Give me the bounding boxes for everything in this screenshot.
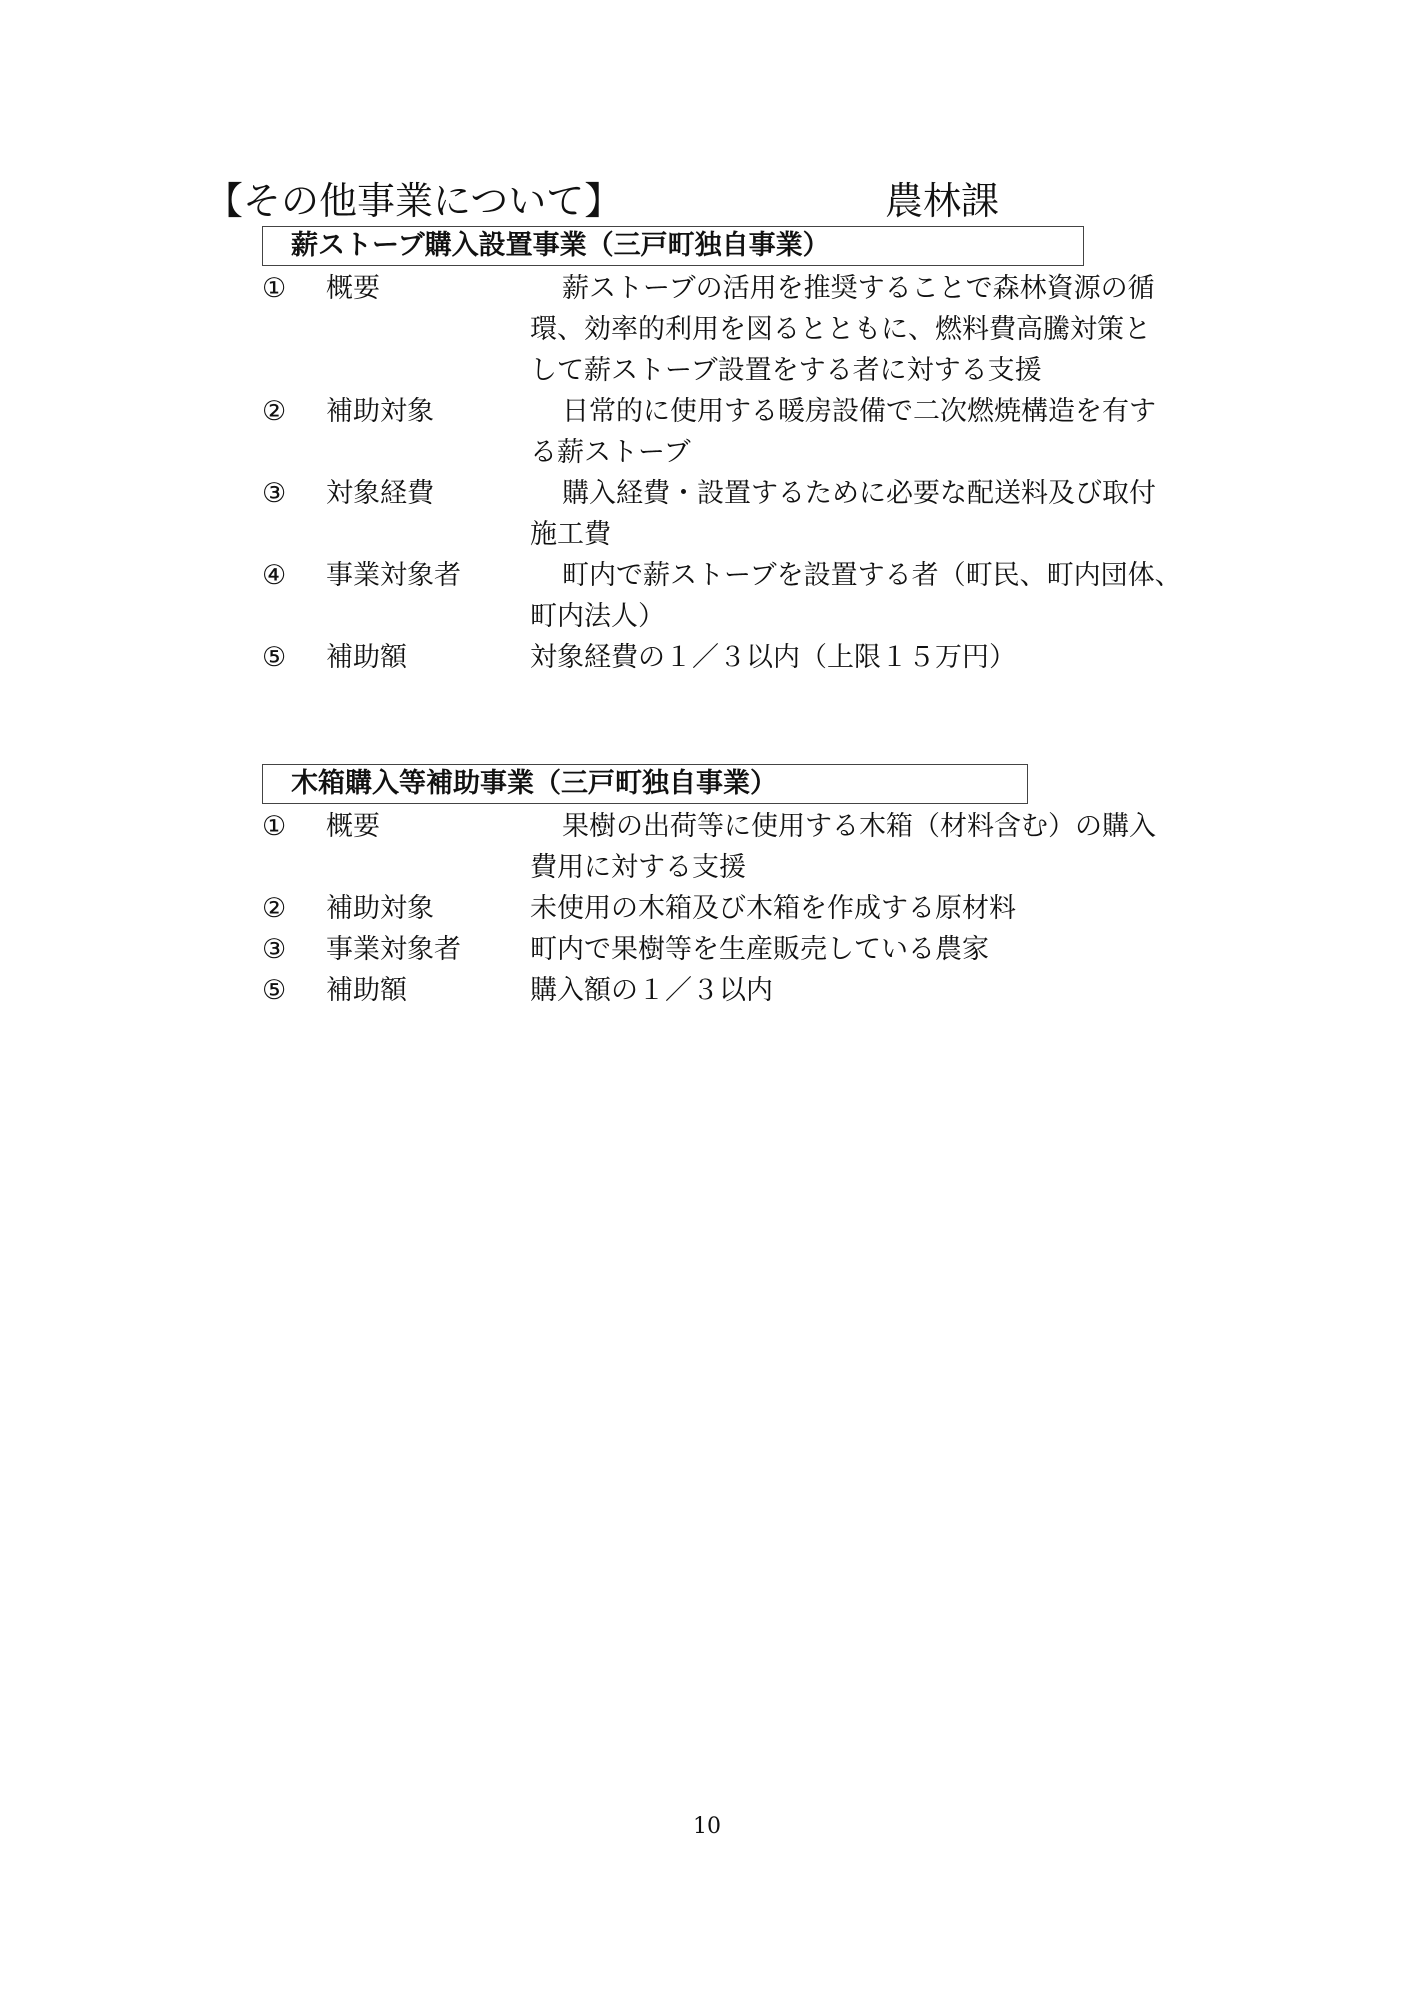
list-item: [262, 268, 1262, 391]
item-body: [530, 268, 1262, 391]
item-line: 日常的に使用する暖房設備で二次燃焼構造を有す: [562, 396, 1156, 427]
item-body: [530, 888, 1262, 929]
section-heading: 【その他事業について】: [205, 179, 623, 223]
list-item: [262, 473, 1262, 555]
item-label: 対象経費: [326, 478, 434, 509]
page-header: [205, 176, 1025, 226]
list-item: [262, 806, 1262, 888]
item-label: 補助対象: [326, 396, 434, 427]
item-line: 購入経費・設置するために必要な配送料及び取付: [562, 478, 1156, 509]
item-number: ④: [262, 560, 287, 591]
item-body: [530, 806, 1262, 888]
item-body: [530, 391, 1262, 473]
item-body: [530, 929, 1262, 970]
item-line: 薪ストーブの活用を推奨することで森林資源の循: [562, 273, 1155, 304]
item-number: ③: [262, 478, 287, 509]
item-list: [262, 806, 1262, 1011]
item-body: [530, 637, 1262, 678]
item-body: [530, 473, 1262, 555]
item-label: 補助額: [326, 975, 407, 1006]
section-title: 薪ストーブ購入設置事業（三戸町独自事業）: [291, 230, 830, 261]
item-number: ①: [262, 273, 287, 304]
section-wooden-box: [262, 764, 1262, 1011]
item-number: ③: [262, 934, 287, 965]
page-number: 10: [693, 1814, 721, 1839]
item-line: 果樹の出荷等に使用する木箱（材料含む）の購入: [562, 811, 1156, 842]
item-line: 購入額の１／３以内: [530, 975, 773, 1006]
item-label: 補助対象: [326, 893, 434, 924]
item-number: ⑤: [262, 975, 287, 1006]
item-line: 施工費: [530, 519, 611, 550]
item-number: ②: [262, 396, 287, 427]
item-line: して薪ストーブ設置をする者に対する支援: [530, 355, 1042, 386]
item-number: ①: [262, 811, 287, 842]
item-line: 対象経費の１／３以内（上限１５万円）: [530, 642, 1016, 673]
item-label: 補助額: [326, 642, 407, 673]
item-label: 概要: [326, 273, 380, 304]
section-title-box: [262, 226, 1084, 266]
list-item: [262, 555, 1262, 637]
section-title-box: [262, 764, 1028, 804]
list-item: [262, 970, 1262, 1011]
item-line: る薪ストーブ: [530, 437, 691, 468]
list-item: [262, 929, 1262, 970]
section-firewood-stove: [262, 226, 1262, 678]
item-body: [530, 970, 1262, 1011]
list-item: [262, 888, 1262, 929]
item-line: 環、効率的利用を図るとともに、燃料費高騰対策と: [530, 314, 1151, 345]
item-number: ⑤: [262, 642, 287, 673]
list-item: [262, 391, 1262, 473]
item-line: 町内で果樹等を生産販売している農家: [530, 934, 989, 965]
section-title: 木箱購入等補助事業（三戸町独自事業）: [291, 768, 777, 799]
item-label: 事業対象者: [326, 560, 461, 591]
item-body: [530, 555, 1262, 637]
item-label: 概要: [326, 811, 380, 842]
department-name: 農林課: [885, 179, 1000, 223]
item-line: 町内法人）: [530, 601, 665, 632]
item-line: 町内で薪ストーブを設置する者（町民、町内団体、: [562, 560, 1182, 591]
item-label: 事業対象者: [326, 934, 461, 965]
item-line: 費用に対する支援: [530, 852, 746, 883]
item-number: ②: [262, 893, 287, 924]
item-line: 未使用の木箱及び木箱を作成する原材料: [530, 893, 1016, 924]
list-item: [262, 637, 1262, 678]
item-list: [262, 268, 1262, 678]
